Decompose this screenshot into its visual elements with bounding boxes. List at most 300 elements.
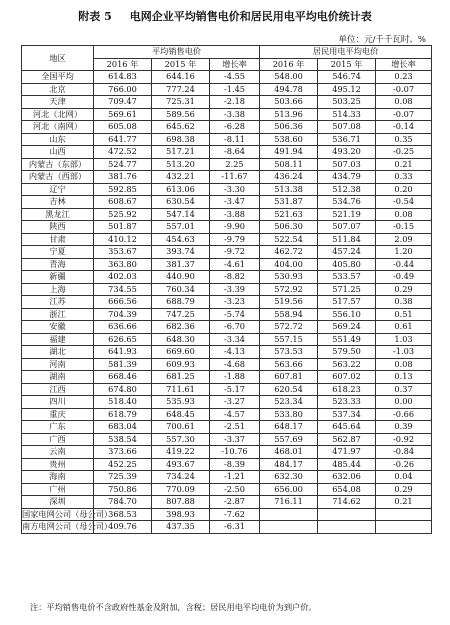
res-2015-cell: 521.19	[318, 208, 376, 221]
res-2015-cell: 457.24	[318, 246, 376, 259]
sales-growth-cell: -3.30	[210, 183, 260, 196]
res-growth-cell: 0.00	[376, 396, 432, 409]
header-sales-price: 平均销售电价	[94, 46, 260, 59]
res-2015-cell	[318, 508, 376, 521]
res-2015-cell: 503.25	[318, 96, 376, 109]
res-2015-cell: 571.25	[318, 283, 376, 296]
table-row	[22, 121, 432, 134]
sales-2015-cell: 630.54	[152, 196, 210, 209]
res-2015-cell: 507.08	[318, 121, 376, 134]
sales-2016-cell: 674.80	[94, 383, 152, 396]
res-2016-cell: 548.00	[260, 71, 318, 84]
res-2015-cell: 471.97	[318, 446, 376, 459]
res-growth-cell: 0.23	[376, 71, 432, 84]
sales-growth-cell: -6.28	[210, 121, 260, 134]
sales-2016-cell: 518.40	[94, 396, 152, 409]
sales-growth-cell: -2.18	[210, 96, 260, 109]
table-row	[22, 308, 432, 321]
region-cell: 山西	[22, 146, 94, 159]
table-row	[22, 483, 432, 496]
sales-2015-cell: 517.21	[152, 146, 210, 159]
sales-2015-cell: 398.93	[152, 508, 210, 521]
sales-2015-cell: 770.09	[152, 483, 210, 496]
region-cell: 全国平均	[22, 71, 94, 84]
res-growth-cell: -0.25	[376, 146, 432, 159]
res-2016-cell: 573.53	[260, 346, 318, 359]
res-2015-cell: 507.07	[318, 221, 376, 234]
header-sales-growth: 增长率	[210, 58, 260, 71]
res-growth-cell: 0.08	[376, 208, 432, 221]
region-cell: 河北（南网）	[22, 121, 94, 134]
sales-2016-cell: 725.39	[94, 471, 152, 484]
sales-growth-cell: -3.23	[210, 296, 260, 309]
sales-growth-cell: -9.79	[210, 233, 260, 246]
sales-growth-cell: -3.39	[210, 283, 260, 296]
sales-2015-cell: 513.20	[152, 158, 210, 171]
table-row	[22, 171, 432, 184]
region-cell: 南方电网公司（母公司）	[22, 521, 113, 532]
res-growth-cell: -0.15	[376, 221, 432, 234]
res-2016-cell: 563.66	[260, 358, 318, 371]
sales-growth-cell: -3.38	[210, 108, 260, 121]
sales-2016-cell: 538.54	[94, 433, 152, 446]
table-row	[22, 158, 432, 171]
sales-2015-cell: 688.79	[152, 296, 210, 309]
res-2016-cell: 508.11	[260, 158, 318, 171]
sales-2016-cell: 614.83	[94, 71, 152, 84]
sales-2016-cell: 683.04	[94, 421, 152, 434]
region-cell: 内蒙古（西部）	[22, 171, 94, 184]
sales-growth-cell: 2.25	[210, 158, 260, 171]
res-2016-cell: 530.93	[260, 271, 318, 284]
sales-2016-cell: 636.66	[94, 321, 152, 334]
sales-2016-cell: 381.76	[94, 171, 152, 184]
res-growth-cell: 0.21	[376, 496, 432, 509]
sales-2016-cell: 472.52	[94, 146, 152, 159]
region-cell: 天津	[22, 96, 94, 109]
sales-growth-cell: -2.50	[210, 483, 260, 496]
table-row	[22, 296, 432, 309]
sales-2015-cell: 807.88	[152, 496, 210, 509]
table-number: 附表 5	[78, 10, 112, 23]
sales-2016-cell: 641.93	[94, 346, 152, 359]
sales-2016-cell: 409.76	[94, 521, 152, 534]
sales-2016-cell: 363.80	[94, 258, 152, 271]
table-row	[22, 358, 432, 371]
res-2016-cell: 436.24	[260, 171, 318, 184]
sales-2016-cell: 704.39	[94, 308, 152, 321]
res-2016-cell: 513.38	[260, 183, 318, 196]
sales-2016-cell: 524.77	[94, 158, 152, 171]
region-cell: 黑龙江	[22, 208, 94, 221]
region-cell: 重庆	[22, 408, 94, 421]
sales-2016-cell: 766.00	[94, 83, 152, 96]
res-2016-cell: 656.00	[260, 483, 318, 496]
region-cell: 浙江	[22, 308, 94, 321]
res-2016-cell: 607.81	[260, 371, 318, 384]
sales-growth-cell: -8.11	[210, 133, 260, 146]
sales-growth-cell: -8.39	[210, 458, 260, 471]
sales-2015-cell: 747.25	[152, 308, 210, 321]
res-growth-cell: -0.44	[376, 258, 432, 271]
res-growth-cell: 0.29	[376, 483, 432, 496]
res-2016-cell: 521.63	[260, 208, 318, 221]
sales-2015-cell: 432.21	[152, 171, 210, 184]
region-cell: 宁夏	[22, 246, 94, 259]
region-cell: 河南	[22, 358, 94, 371]
region-cell: 安徽	[22, 321, 94, 334]
sales-growth-cell: -5.17	[210, 383, 260, 396]
sales-2015-cell: 725.31	[152, 96, 210, 109]
sales-2015-cell: 648.30	[152, 333, 210, 346]
sales-2015-cell: 393.74	[152, 246, 210, 259]
sales-2015-cell: 613.06	[152, 183, 210, 196]
sales-2016-cell: 368.53	[94, 508, 152, 521]
res-2016-cell: 519.56	[260, 296, 318, 309]
region-cell: 上海	[22, 283, 94, 296]
res-2015-cell: 569.24	[318, 321, 376, 334]
region-cell: 四川	[22, 396, 94, 409]
table-row	[22, 146, 432, 159]
table-row	[22, 333, 432, 346]
sales-2015-cell: 682.36	[152, 321, 210, 334]
table-row	[22, 258, 432, 271]
res-2015-cell: 405.80	[318, 258, 376, 271]
sales-2015-cell: 644.16	[152, 71, 210, 84]
sales-growth-cell: -3.34	[210, 333, 260, 346]
res-growth-cell	[376, 521, 432, 534]
res-2015-cell: 523.33	[318, 396, 376, 409]
sales-growth-cell: -2.87	[210, 496, 260, 509]
res-2015-cell: 485.44	[318, 458, 376, 471]
region-cell: 海南	[22, 471, 94, 484]
sales-2015-cell: 700.61	[152, 421, 210, 434]
table-row	[22, 471, 432, 484]
res-growth-cell: -0.49	[376, 271, 432, 284]
res-2016-cell	[260, 508, 318, 521]
res-growth-cell: 0.08	[376, 96, 432, 109]
sales-2015-cell: 454.63	[152, 233, 210, 246]
sales-growth-cell: -4.57	[210, 408, 260, 421]
res-growth-cell: -0.26	[376, 458, 432, 471]
res-2016-cell: 506.30	[260, 221, 318, 234]
res-2016-cell: 533.80	[260, 408, 318, 421]
table-row	[22, 133, 432, 146]
sales-2016-cell: 709.47	[94, 96, 152, 109]
res-2016-cell	[260, 521, 318, 534]
sales-2015-cell: 669.60	[152, 346, 210, 359]
sales-growth-cell: -8.82	[210, 271, 260, 284]
region-cell: 辽宁	[22, 183, 94, 196]
sales-2015-cell: 777.24	[152, 83, 210, 96]
res-2015-cell: 654.08	[318, 483, 376, 496]
res-2016-cell: 538.60	[260, 133, 318, 146]
res-2016-cell: 404.00	[260, 258, 318, 271]
table-title-text: 电网企业平均销售电价和居民用电平均电价统计表	[129, 10, 372, 23]
sales-growth-cell: -10.76	[210, 446, 260, 459]
sales-2015-cell: 493.67	[152, 458, 210, 471]
sales-growth-cell: -3.88	[210, 208, 260, 221]
sales-2015-cell: 437.35	[152, 521, 210, 534]
region-cell: 福建	[22, 333, 94, 346]
table-row	[22, 408, 432, 421]
res-growth-cell: 1.20	[376, 246, 432, 259]
table-row	[22, 458, 432, 471]
res-growth-cell: -0.07	[376, 83, 432, 96]
price-table	[21, 45, 432, 534]
res-2015-cell: 507.03	[318, 158, 376, 171]
sales-growth-cell: -4.68	[210, 358, 260, 371]
sales-2015-cell: 535.93	[152, 396, 210, 409]
sales-growth-cell: -3.37	[210, 433, 260, 446]
res-growth-cell: 0.39	[376, 421, 432, 434]
table-row	[22, 246, 432, 259]
res-growth-cell: -0.66	[376, 408, 432, 421]
header-res-2016: 2016 年	[260, 58, 318, 71]
sales-2016-cell: 592.85	[94, 183, 152, 196]
res-growth-cell: 0.29	[376, 283, 432, 296]
region-cell: 广东	[22, 421, 94, 434]
region-cell: 广州	[22, 483, 94, 496]
res-2015-cell: 632.06	[318, 471, 376, 484]
sales-2015-cell: 557.01	[152, 221, 210, 234]
sales-2016-cell: 734.55	[94, 283, 152, 296]
res-growth-cell: -0.92	[376, 433, 432, 446]
sales-2016-cell: 641.77	[94, 133, 152, 146]
sales-growth-cell: -4.13	[210, 346, 260, 359]
sales-2016-cell: 626.65	[94, 333, 152, 346]
res-2015-cell: 536.71	[318, 133, 376, 146]
sales-2016-cell: 605.08	[94, 121, 152, 134]
header-region: 地区	[22, 46, 94, 71]
sales-2016-cell: 784.70	[94, 496, 152, 509]
res-2015-cell: 562.87	[318, 433, 376, 446]
res-2016-cell: 468.01	[260, 446, 318, 459]
table-row	[22, 383, 432, 396]
res-2016-cell: 523.34	[260, 396, 318, 409]
res-2016-cell: 462.72	[260, 246, 318, 259]
sales-2015-cell: 609.93	[152, 358, 210, 371]
sales-growth-cell: -1.21	[210, 471, 260, 484]
sales-2016-cell: 353.67	[94, 246, 152, 259]
res-growth-cell: 0.33	[376, 171, 432, 184]
res-2016-cell: 648.17	[260, 421, 318, 434]
res-2015-cell: 563.22	[318, 358, 376, 371]
table-row	[22, 183, 432, 196]
table-row	[22, 71, 432, 84]
res-growth-cell: 0.35	[376, 133, 432, 146]
res-growth-cell: -0.14	[376, 121, 432, 134]
sales-2015-cell: 557.30	[152, 433, 210, 446]
res-growth-cell: 0.04	[376, 471, 432, 484]
region-cell: 湖北	[22, 346, 94, 359]
region-cell: 江西	[22, 383, 94, 396]
res-2015-cell: 546.74	[318, 71, 376, 84]
res-2015-cell: 534.76	[318, 196, 376, 209]
table-row	[22, 83, 432, 96]
sales-2015-cell: 648.45	[152, 408, 210, 421]
region-cell: 江苏	[22, 296, 94, 309]
res-2016-cell: 557.15	[260, 333, 318, 346]
sales-growth-cell: -9.72	[210, 246, 260, 259]
table-row	[22, 271, 432, 284]
sales-growth-cell: -2.51	[210, 421, 260, 434]
table-row	[22, 396, 432, 409]
res-2016-cell: 503.66	[260, 96, 318, 109]
region-cell: 云南	[22, 446, 94, 459]
res-2015-cell: 517.57	[318, 296, 376, 309]
region-cell: 青海	[22, 258, 94, 271]
table-row	[22, 96, 432, 109]
sales-growth-cell: -11.67	[210, 171, 260, 184]
region-cell: 吉林	[22, 196, 94, 209]
res-2016-cell: 531.87	[260, 196, 318, 209]
res-2015-cell: 514.33	[318, 108, 376, 121]
table-row	[22, 371, 432, 384]
res-2015-cell: 434.79	[318, 171, 376, 184]
res-2015-cell: 495.12	[318, 83, 376, 96]
res-2015-cell: 714.62	[318, 496, 376, 509]
res-2016-cell: 558.94	[260, 308, 318, 321]
res-growth-cell: 0.08	[376, 358, 432, 371]
sales-2016-cell: 618.79	[94, 408, 152, 421]
sales-growth-cell: -8.64	[210, 146, 260, 159]
res-2015-cell: 645.64	[318, 421, 376, 434]
header-res-growth: 增长率	[376, 58, 432, 71]
region-cell: 深圳	[22, 496, 94, 509]
sales-2016-cell: 608.67	[94, 196, 152, 209]
region-cell: 甘肃	[22, 233, 94, 246]
header-sales-2016: 2016 年	[94, 58, 152, 71]
res-2016-cell: 572.72	[260, 321, 318, 334]
res-2016-cell: 494.78	[260, 83, 318, 96]
table-row	[22, 521, 432, 534]
sales-2016-cell: 525.92	[94, 208, 152, 221]
res-2015-cell: 537.34	[318, 408, 376, 421]
sales-growth-cell: -6.31	[210, 521, 260, 534]
res-2016-cell: 572.92	[260, 283, 318, 296]
table-row	[22, 446, 432, 459]
sales-2016-cell: 410.12	[94, 233, 152, 246]
res-2015-cell: 556.10	[318, 308, 376, 321]
table-row	[22, 508, 432, 521]
res-growth-cell: 0.51	[376, 308, 432, 321]
res-growth-cell: 0.38	[376, 296, 432, 309]
res-2016-cell: 522.54	[260, 233, 318, 246]
sales-growth-cell: -4.55	[210, 71, 260, 84]
res-2015-cell: 551.49	[318, 333, 376, 346]
sales-2015-cell: 381.37	[152, 258, 210, 271]
region-cell: 贵州	[22, 458, 94, 471]
sales-2015-cell: 711.61	[152, 383, 210, 396]
res-2015-cell: 533.57	[318, 271, 376, 284]
region-cell: 山东	[22, 133, 94, 146]
sales-2016-cell: 402.03	[94, 271, 152, 284]
table-body	[22, 71, 432, 534]
table-row	[22, 108, 432, 121]
sales-2016-cell: 581.39	[94, 358, 152, 371]
sales-growth-cell: -3.27	[210, 396, 260, 409]
sales-growth-cell: -1.88	[210, 371, 260, 384]
table-row	[22, 283, 432, 296]
region-cell: 陕西	[22, 221, 94, 234]
region-cell: 北京	[22, 83, 94, 96]
table-row	[22, 421, 432, 434]
header-sales-2015: 2015 年	[152, 58, 210, 71]
res-growth-cell: 0.37	[376, 383, 432, 396]
region-cell: 新疆	[22, 271, 94, 284]
sales-2016-cell: 750.86	[94, 483, 152, 496]
sales-growth-cell: -6.70	[210, 321, 260, 334]
table-row	[22, 433, 432, 446]
sales-2015-cell: 681.25	[152, 371, 210, 384]
sales-growth-cell: -7.62	[210, 508, 260, 521]
res-growth-cell: -0.54	[376, 196, 432, 209]
sales-2016-cell: 452.25	[94, 458, 152, 471]
res-growth-cell	[376, 508, 432, 521]
res-growth-cell: 2.09	[376, 233, 432, 246]
res-2015-cell: 618.23	[318, 383, 376, 396]
res-2015-cell: 511.84	[318, 233, 376, 246]
unit-label: 单位：元/千千瓦时、%	[338, 35, 426, 45]
res-growth-cell: -0.07	[376, 108, 432, 121]
sales-growth-cell: -1.45	[210, 83, 260, 96]
sales-2015-cell: 589.56	[152, 108, 210, 121]
header-res-2015: 2015 年	[318, 58, 376, 71]
table-row	[22, 233, 432, 246]
res-2016-cell: 716.11	[260, 496, 318, 509]
res-2015-cell: 512.38	[318, 183, 376, 196]
res-2015-cell: 607.02	[318, 371, 376, 384]
region-cell: 广西	[22, 433, 94, 446]
sales-2015-cell: 760.34	[152, 283, 210, 296]
table-row	[22, 346, 432, 359]
sales-2016-cell: 569.61	[94, 108, 152, 121]
footnote: 注：平均销售电价不含政府性基金及附加，含税；居民用电平均电价为到户价。	[30, 602, 317, 612]
sales-2015-cell: 734.24	[152, 471, 210, 484]
region-cell: 内蒙古（东部）	[22, 158, 94, 171]
table-title	[0, 8, 450, 24]
res-2015-cell: 493.20	[318, 146, 376, 159]
res-2016-cell: 557.69	[260, 433, 318, 446]
sales-2015-cell: 645.62	[152, 121, 210, 134]
table-row	[22, 208, 432, 221]
sales-2015-cell: 419.22	[152, 446, 210, 459]
res-2015-cell: 579.50	[318, 346, 376, 359]
sales-2015-cell: 440.90	[152, 271, 210, 284]
res-growth-cell: 1.03	[376, 333, 432, 346]
res-growth-cell: -1.03	[376, 346, 432, 359]
region-cell: 湖南	[22, 371, 94, 384]
res-2016-cell: 484.17	[260, 458, 318, 471]
res-2016-cell: 506.36	[260, 121, 318, 134]
table-row	[22, 321, 432, 334]
res-growth-cell: 0.21	[376, 158, 432, 171]
region-cell: 国家电网公司（母公司）	[22, 508, 113, 519]
res-2016-cell: 620.54	[260, 383, 318, 396]
table-row	[22, 221, 432, 234]
table-row	[22, 496, 432, 509]
region-cell: 河北（北网）	[22, 108, 94, 121]
res-growth-cell: 0.20	[376, 183, 432, 196]
res-2016-cell: 491.94	[260, 146, 318, 159]
res-2016-cell: 632.30	[260, 471, 318, 484]
sales-2016-cell: 666.56	[94, 296, 152, 309]
res-2016-cell: 513.96	[260, 108, 318, 121]
sales-2016-cell: 501.87	[94, 221, 152, 234]
res-growth-cell: 0.61	[376, 321, 432, 334]
res-growth-cell: -0.84	[376, 446, 432, 459]
